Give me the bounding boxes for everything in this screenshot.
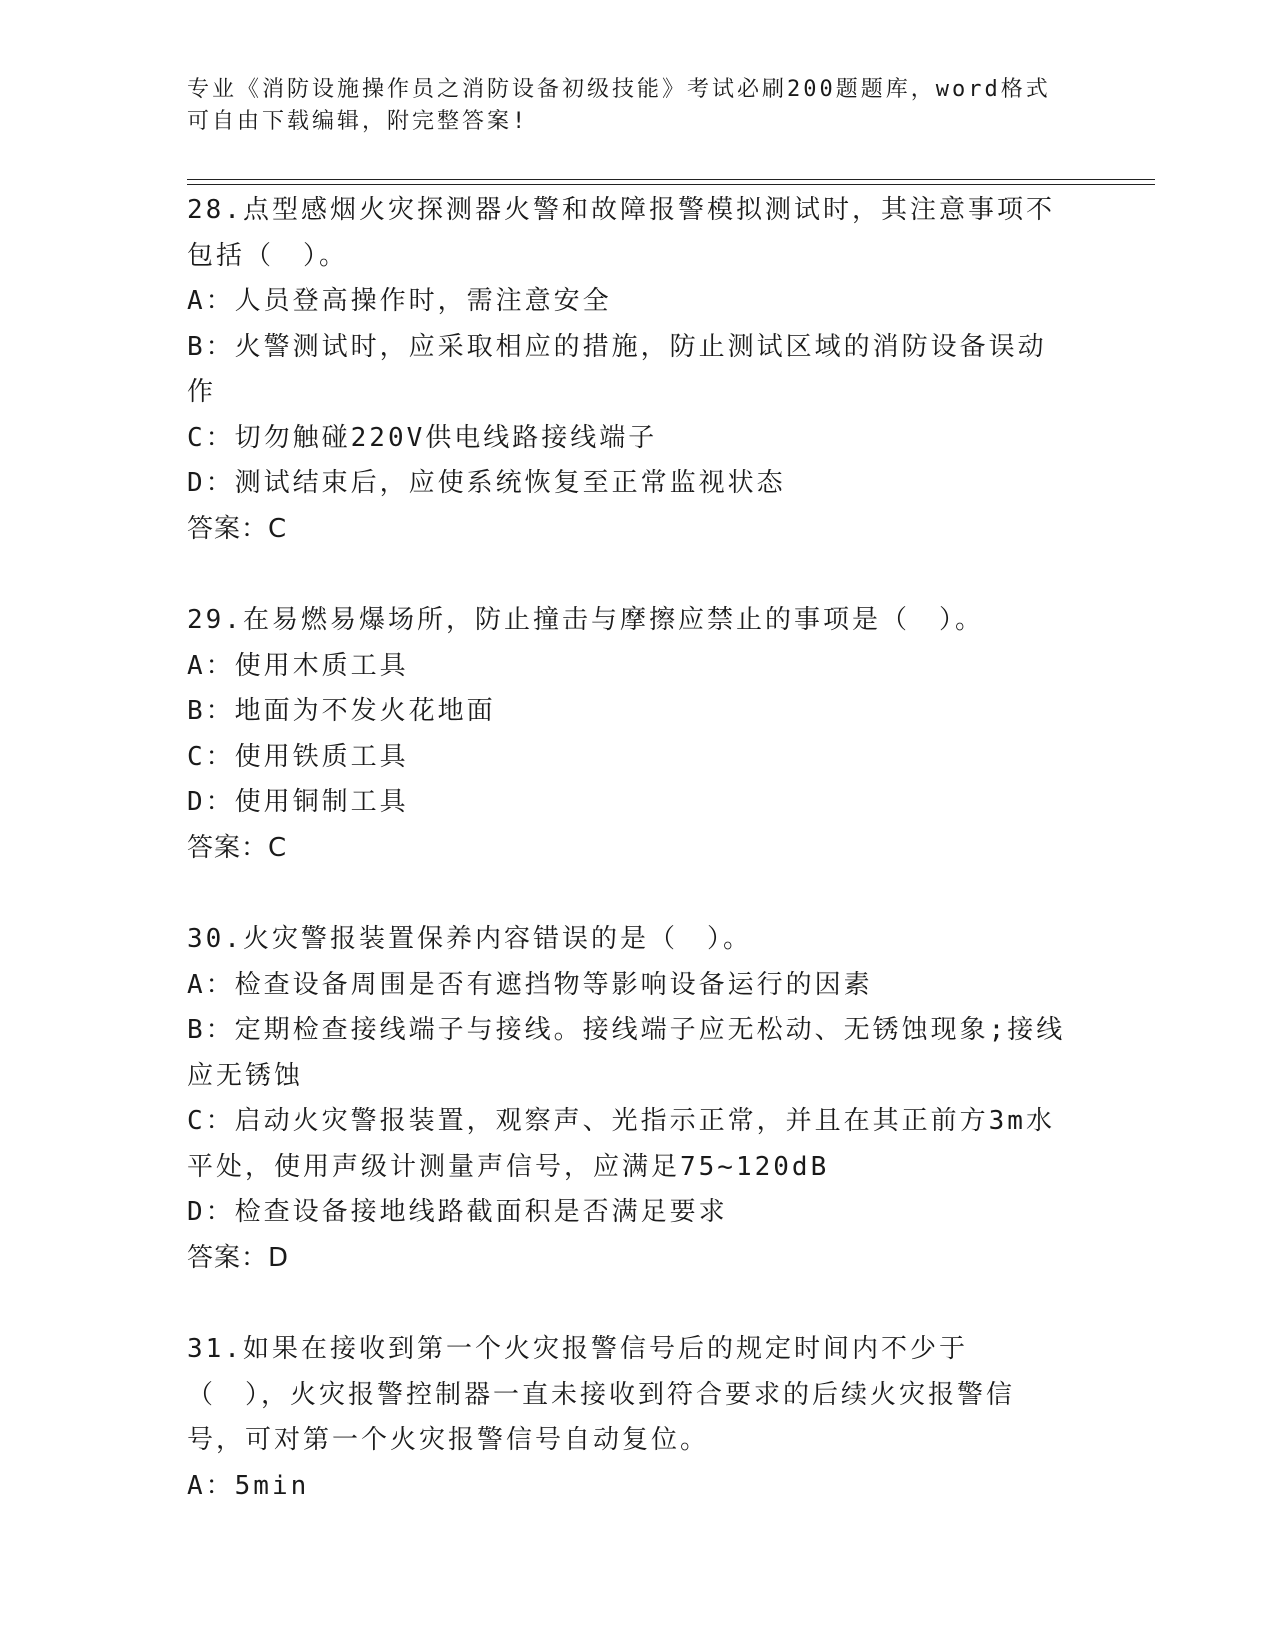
option-b: B：地面为不发火花地面 [187,696,496,726]
question-stem: 29.在易燃易爆场所，防止撞击与摩擦应禁止的事项是（ ）。 [187,605,984,635]
question-stem: 31.如果在接收到第一个火灾报警信号后的规定时间内不少于（ ），火灾报警控制器一直未接收到符合要求的后续火灾报警信号，可对第一个火灾报警信号自动复位。 [187,1334,1016,1455]
answer-label: 答案：D [187,1242,290,1273]
option-a: A：人员登高操作时，需注意安全 [187,286,612,316]
option-a: A：检查设备周围是否有遮挡物等影响设备运行的因素 [187,969,873,1000]
option-c: C：使用铁质工具 [187,741,409,772]
option-b: B：定期检查接线端子与接线。接线端子应无松动、无锈蚀现象;接线应无锈蚀 [187,1015,1066,1091]
header-text: 专业《消防设施操作员之消防设备初级技能》考试必刷200题题库，word格式可自由下载编辑，附完整答案! [187,77,1051,134]
answer-label: 答案：C [187,832,288,863]
option-d: D：测试结束后，应使系统恢复至正常监视状态 [187,468,786,498]
question-28 [187,188,1067,552]
question-stem: 30.火灾警报装置保养内容错误的是（ ）。 [187,924,752,954]
option-d: D：使用铜制工具 [187,787,409,817]
document-header [187,74,1067,138]
option-a: A：5min [187,1470,310,1501]
option-d: D：检查设备接地线路截面积是否满足要求 [187,1197,728,1227]
question-31 [187,1327,1067,1509]
question-29 [187,598,1067,871]
answer-label: 答案：C [187,513,288,544]
option-c: C：启动火灾警报装置，观察声、光指示正常，并且在其正前方3m水平处，使用声级计测量声信号，应满足75~120dB [187,1106,1055,1182]
question-30 [187,917,1067,1281]
question-stem: 28.点型感烟火灾探测器火警和故障报警模拟测试时，其注意事项不包括（ ）。 [187,195,1055,271]
option-c: C：切勿触碰220V供电线路接线端子 [187,422,658,453]
option-b: B：火警测试时，应采取相应的措施，防止测试区域的消防设备误动作 [187,331,1047,407]
header-divider-top [187,179,1155,180]
option-a: A：使用木质工具 [187,650,409,681]
header-divider-bottom [187,184,1155,185]
question-list [187,188,1067,1555]
